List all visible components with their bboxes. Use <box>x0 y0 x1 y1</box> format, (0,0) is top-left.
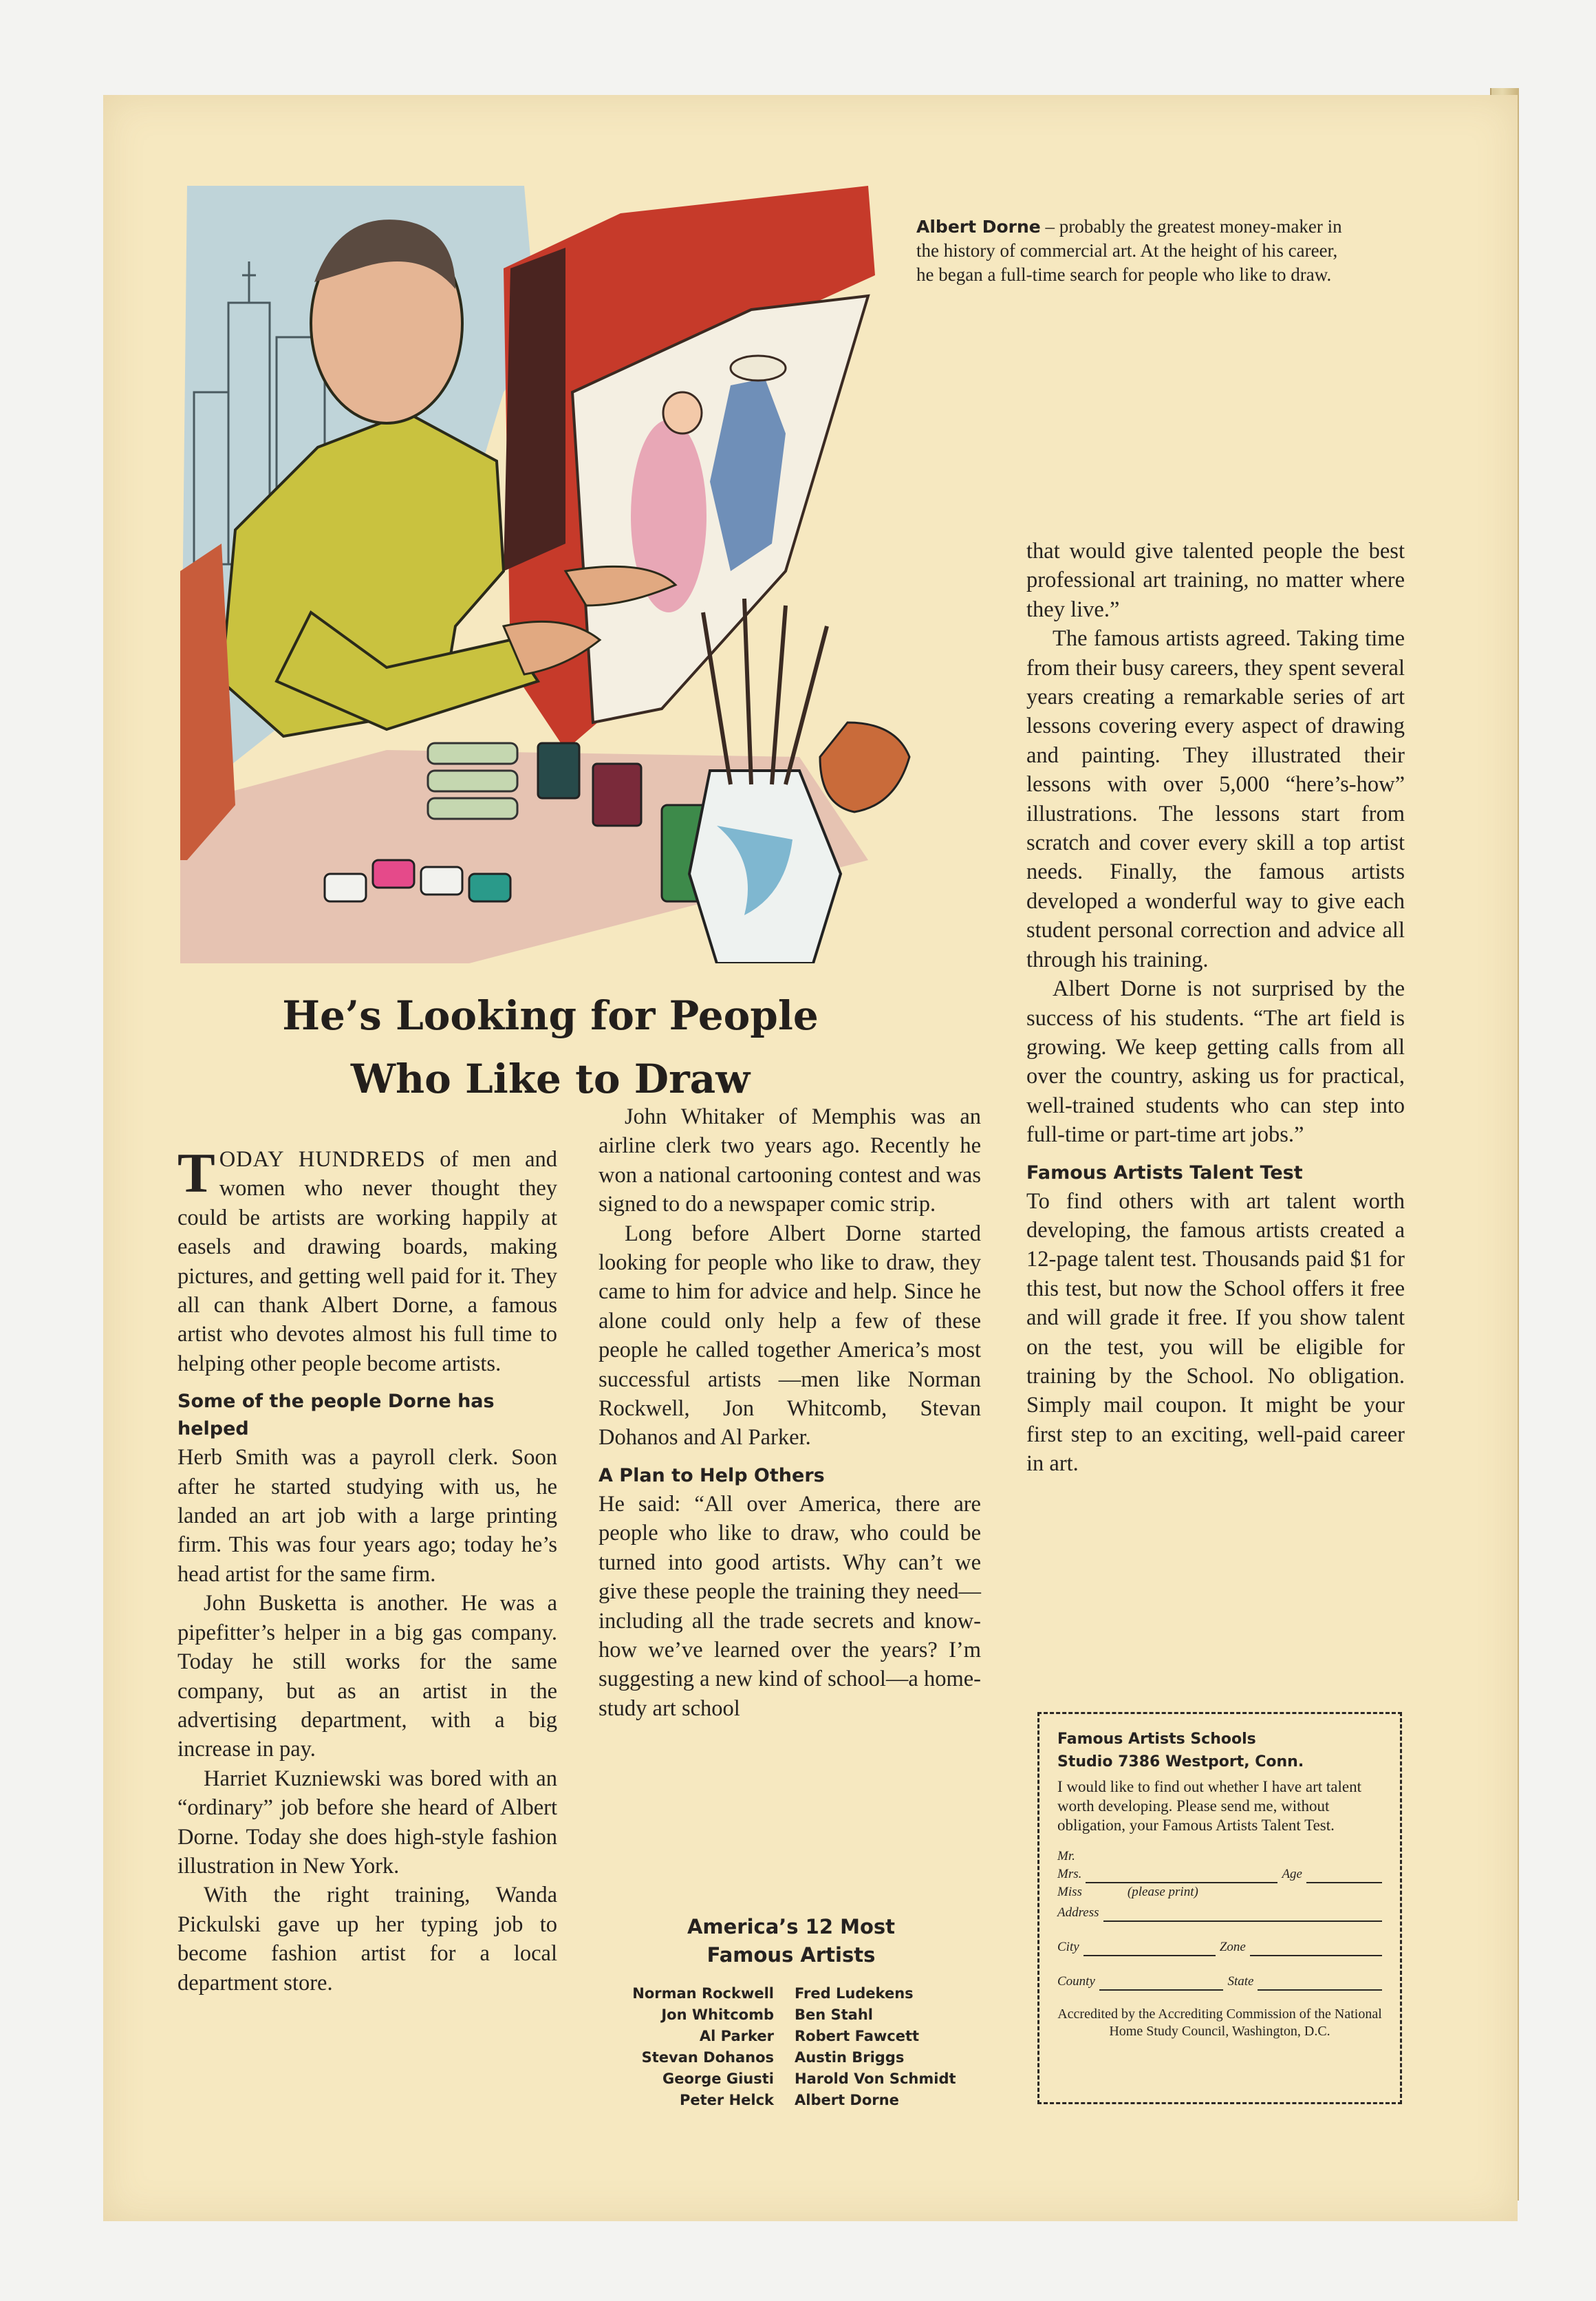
state-label: State <box>1227 1974 1254 1989</box>
address-label: Address <box>1057 1905 1099 1920</box>
artist-name: Austin Briggs <box>795 2049 905 2066</box>
mrs-label: Mrs. <box>1057 1867 1082 1881</box>
age-field[interactable] <box>1306 1867 1382 1883</box>
city-field[interactable] <box>1083 1940 1216 1956</box>
col2-paragraph-1: John Whitaker of Memphis was an airline clerk two years ago. Recently he won a national cartooning contest and was signed to do a newspaper comic strip. <box>598 1104 981 1217</box>
artist-row <box>585 2026 1011 2047</box>
coupon-miss-line <box>1057 1883 1382 1901</box>
coupon-school: Famous Artists Schools <box>1057 1731 1256 1748</box>
col2-paragraph-2: Long before Albert Dorne started looking for people who like to draw, they came to him for advice and help. Since he alone could only help a few of these people he called together America’s most successful artists —men like Norman Rockwell, Jon Whitcomb, Stevan Dohanos and Al Parker. <box>598 1221 981 1451</box>
illustration-caption <box>916 215 1357 287</box>
caption-text: – probably the greatest money-maker in the history of commercial art. At the height of his career, he began a full-time search for people who like to draw. <box>916 216 1342 285</box>
mr-label: Mr. <box>1057 1849 1075 1863</box>
artist-illustration <box>180 186 923 963</box>
col3-subhead: Famous Artists Talent Test <box>1026 1162 1303 1184</box>
zone-label: Zone <box>1219 1940 1246 1954</box>
bowl-icon <box>820 723 909 812</box>
col3-paragraph-4: To find others with art talent worth developing, the famous artists created a 12-page talent test. Thousands paid $1 for this test, but now the School offers it free and will grade it free. If you show talent on the test, you will be eligible for training by the School. No obligation. Simply mail coupon. It might be your first step to an exciting, well-paid career in art. <box>1026 1188 1405 1477</box>
famous-artists-title <box>598 1913 984 1969</box>
headline-line2: Who Like to Draw <box>350 1056 751 1102</box>
artist-name: Robert Fawcett <box>795 2028 920 2044</box>
zone-field[interactable] <box>1250 1940 1382 1956</box>
coupon-mr-line <box>1057 1848 1382 1865</box>
col1-subhead: Some of the people Dorne has helped <box>177 1391 495 1440</box>
artist-row <box>585 1983 1011 2004</box>
miss-label: Miss <box>1057 1885 1082 1899</box>
column-1 <box>177 1142 557 1998</box>
drop-cap: T <box>177 1142 215 1204</box>
artist-row <box>585 2047 1011 2068</box>
col2-paragraph-3: He said: “All over America, there are people who like to draw, who could be turned into good artists. Why can’t we give these people the training they need—including all the trade secrets and know-how we’ve learned over the years? I’m suggesting a new kind of school—a home-study art school <box>598 1491 982 1721</box>
city-label: City <box>1057 1940 1079 1954</box>
col3-paragraph-1: that would give talented people the best professional art training, no matter where they live.” <box>1026 539 1405 622</box>
column-2 <box>598 1102 981 1723</box>
coupon-mrs-line <box>1057 1865 1382 1883</box>
artist-name: Ben Stahl <box>795 2006 873 2023</box>
column-3 <box>1026 537 1405 1479</box>
col3-paragraph-3: Albert Dorne is not surprised by the success of his students. “The art field is growing. We keep getting calls from all over the country, asking us for practical, well-trained students who can step into full-time or part-time art jobs.” <box>1026 976 1405 1148</box>
artist-name: Norman Rockwell <box>632 1985 774 2002</box>
headline-line1: He’s Looking for People <box>282 992 819 1039</box>
col3-paragraph-2: The famous artists agreed. Taking time from their busy careers, they spent several years creating a remarkable series of art lessons covering every aspect of drawing and painting. They illustrated their lessons with over 5,000 “here’s-how” illustrations. The lessons start from scratch and cover every skill a top artist needs. Finally, the famous artists developed a wonderful way to give each student personal correction and advice all through his training. <box>1026 626 1405 972</box>
intro-smallcaps: ODAY HUNDREDS <box>219 1147 426 1172</box>
headline <box>206 984 894 1111</box>
col1-paragraph-1 <box>177 1142 557 1378</box>
coupon-city-line <box>1057 1938 1382 1956</box>
col1-paragraph-4: Harriet Kuzniewski was bored with an “ordinary” job before she heard of Albert Dorne. Today she does high-style fashion illustration in New York. <box>177 1766 557 1879</box>
age-label: Age <box>1282 1867 1302 1881</box>
famous-artists-list <box>585 1983 1011 2111</box>
artist-row <box>585 2068 1011 2090</box>
coupon-address-line <box>1057 1904 1382 1922</box>
mail-coupon[interactable] <box>1037 1712 1402 2104</box>
county-field[interactable] <box>1099 1974 1224 1991</box>
famous-title-line1: America’s 12 Most <box>687 1915 896 1938</box>
coupon-fields <box>1057 1848 1382 1991</box>
accreditation: Accredited by the Accrediting Commission of the National Home Study Council, Washington, D.C. <box>1057 2006 1382 2039</box>
artist-row <box>585 2004 1011 2026</box>
artist-name: Al Parker <box>699 2028 774 2044</box>
coupon-body: I would like to find out whether I have art talent worth developing. Please send me, without obligation, your Famous Artists Talent Test. <box>1057 1778 1361 1834</box>
please-print: (please print) <box>1127 1885 1198 1899</box>
col1-paragraph-2: Herb Smith was a payroll clerk. Soon after he started studying with us, he landed an art job with a large printing firm. This was four years ago; today he’s head artist for the same firm. <box>177 1445 557 1587</box>
coupon-studio: Studio 7386 Westport, Conn. <box>1057 1753 1304 1770</box>
col2-subhead: A Plan to Help Others <box>598 1464 825 1486</box>
artist-name: George Giusti <box>662 2070 774 2087</box>
famous-title-line2: Famous Artists <box>707 1943 876 1967</box>
col1-p1-rest: of men and women who never thought they could be artists are working happily at easels and drawing boards, making pictures, and getting well paid for it. They all can thank Albert Dorne, a famous artist who devotes almost his full time to helping other people become artists. <box>177 1147 557 1376</box>
caption-name: Albert Dorne <box>916 217 1041 237</box>
county-label: County <box>1057 1974 1095 1989</box>
coupon-county-line <box>1057 1973 1382 1991</box>
dark-curtain <box>504 248 565 571</box>
artist-name: Albert Dorne <box>795 2092 899 2108</box>
artist-name: Stevan Dohanos <box>641 2049 774 2066</box>
artist-name: Harold Von Schmidt <box>795 2070 956 2087</box>
artist-name: Peter Helck <box>679 2092 774 2108</box>
state-field[interactable] <box>1258 1974 1382 1991</box>
name-field[interactable] <box>1086 1867 1277 1883</box>
artist-row <box>585 2090 1011 2111</box>
address-field[interactable] <box>1103 1905 1382 1922</box>
artist-name: Jon Whitcomb <box>661 2006 774 2023</box>
col1-paragraph-3: John Busketta is another. He was a pipefitter’s helper in a big gas company. Today he still works for the same company, but as an artist in the advertising department, with a big increase in pay. <box>177 1591 557 1762</box>
col1-paragraph-5: With the right training, Wanda Pickulski gave up her typing job to become fashion artist for a local department store. <box>177 1883 557 1995</box>
artist-name: Fred Ludekens <box>795 1985 914 2002</box>
